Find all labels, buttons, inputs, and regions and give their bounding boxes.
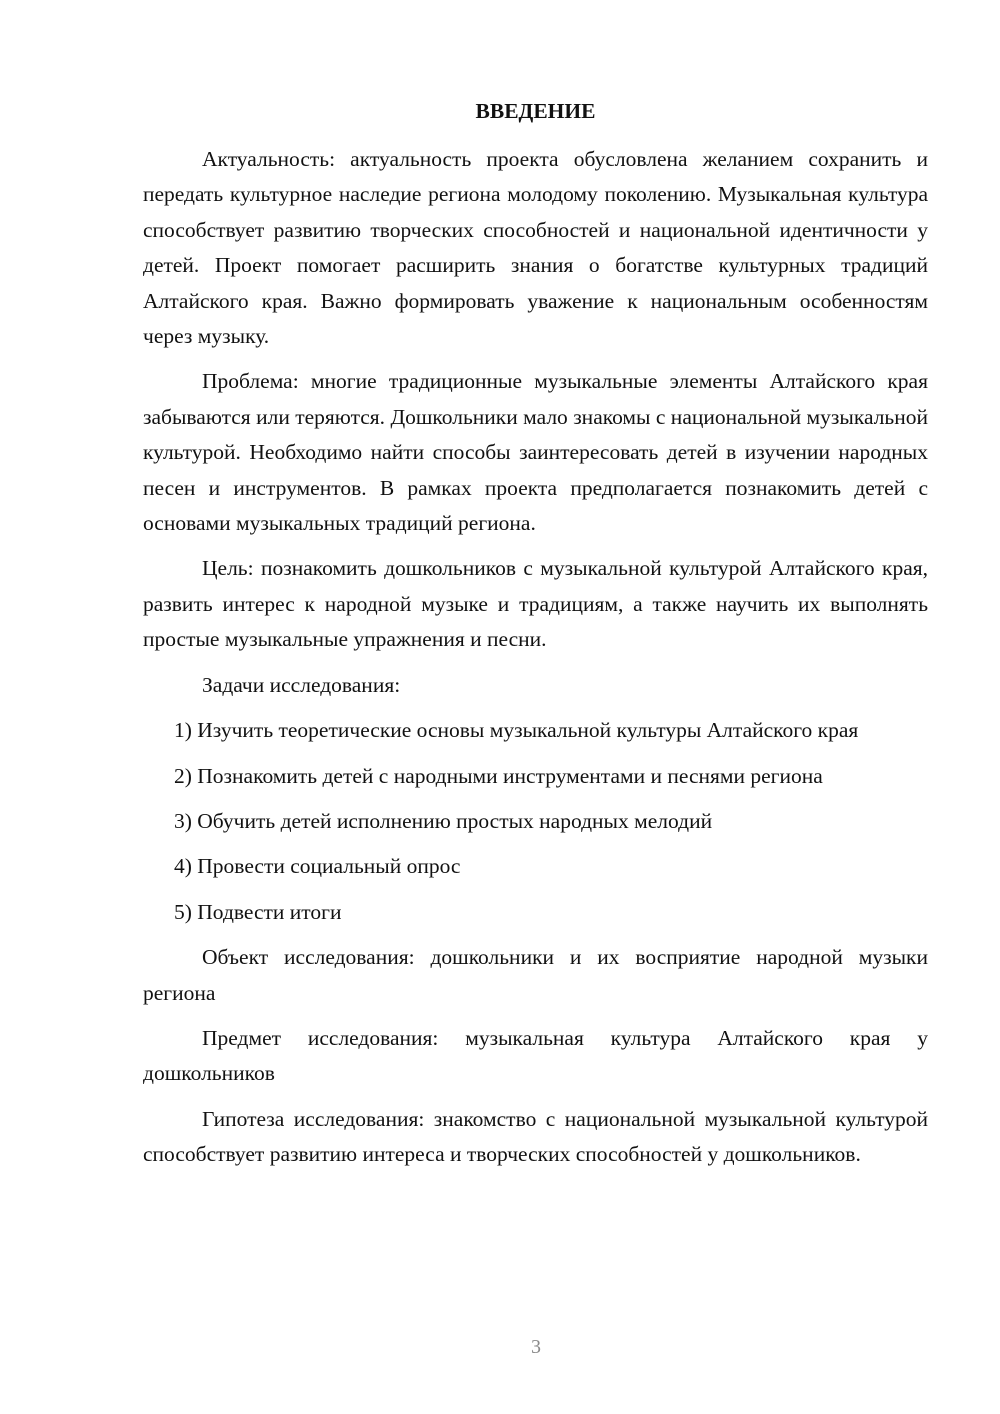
paragraph-subject: Предмет исследования: музыкальная культура Алтайского края у дошкольников <box>143 1025 928 1086</box>
list-item: 3) Обучить детей исполнению простых народных мелодий <box>174 808 713 833</box>
paragraph-hypothesis: Гипотеза исследования: знакомство с национальной музыкальной культурой способствует развитию интереса и творческих способностей у дошкольников. <box>143 1106 928 1167</box>
paragraph-object: Объект исследования: дошкольники и их восприятие народной музыки региона <box>143 945 928 1005</box>
list-item: 4) Провести социальный опрос <box>174 854 461 879</box>
list-item: 2) Познакомить детей с народными инструментами и песнями региона <box>174 763 823 788</box>
paragraph-goal: Цель: познакомить дошкольников с музыкальной культурой Алтайского края, развить интерес к народной музыке и традициям, а также научить их выполнять простые музыкальные упражнения и песни. <box>143 556 928 652</box>
list-item: 5) Подвести итоги <box>174 899 342 924</box>
page-number: 3 <box>531 1336 541 1358</box>
tasks-list <box>143 713 928 930</box>
tasks-title: Задачи исследования: <box>202 672 401 697</box>
document-body <box>143 142 928 1183</box>
paragraph-problem: Проблема: многие традиционные музыкальные элементы Алтайского края забываются или теряются. Дошкольники мало знакомы с национальной музыкальной культурой. Необходимо найти способы заинтересовать детей в изучении народных песен и инструментов. В рамках проекта предполагается познакомить детей с основами музыкальных традиций региона. <box>143 369 928 536</box>
paragraph-relevance: Актуальность: актуальность проекта обусловлена желанием сохранить и передать культурное наследие региона молодому поколению. Музыкальная культура способствует развитию творческих способностей и национальной идентичности у детей. Проект помогает расширить знания о богатстве культурных традиций Алтайского края. Важно формировать уважение к национальным особенностям через музыку. <box>143 147 928 349</box>
list-item: 1) Изучить теоретические основы музыкальной культуры Алтайского края <box>174 718 859 743</box>
page-title: ВВЕДЕНИЕ <box>475 99 596 123</box>
